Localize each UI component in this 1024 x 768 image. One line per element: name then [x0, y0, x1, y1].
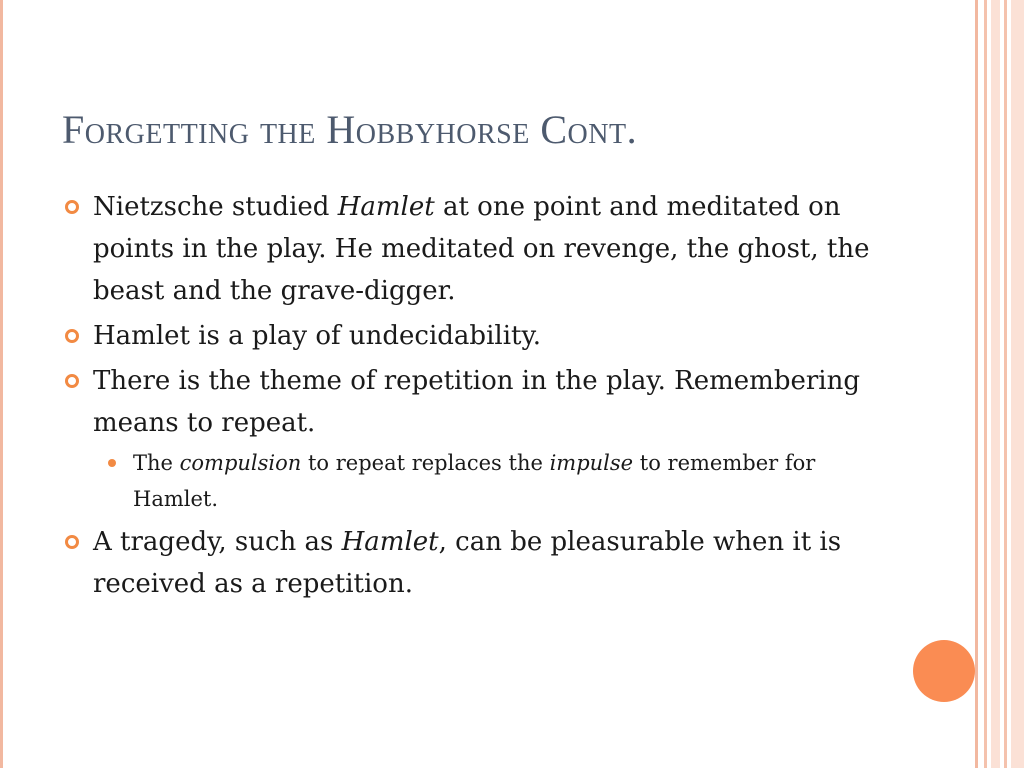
bullet-circle-icon: [65, 535, 79, 549]
bullet-item: [62, 360, 873, 444]
bullet-dot-icon: [108, 459, 116, 467]
decorative-stripe: [991, 0, 1000, 768]
slide-title: Forgetting the Hobbyhorse Cont.: [62, 107, 638, 152]
sub-bullet-item: [62, 445, 833, 517]
decorative-circle: [913, 640, 975, 702]
bullet-circle-icon: [65, 374, 79, 388]
bullet-item: [62, 521, 873, 605]
bullet-item: [62, 186, 873, 312]
bullet-text: Hamlet is a play of undecidability.: [93, 321, 541, 351]
bullet-circle-icon: [65, 329, 79, 343]
bullet-text: A tragedy, such as Hamlet, can be pleasurable when it is received as a repetition.: [93, 527, 842, 599]
bullet-circle-icon: [65, 200, 79, 214]
slide-body: [62, 186, 882, 608]
sub-bullet-text: The compulsion to repeat replaces the impulse to remember for Hamlet.: [133, 451, 816, 511]
decorative-stripe: [1011, 0, 1024, 768]
decorative-stripe: [1004, 0, 1007, 768]
bullet-text: There is the theme of repetition in the play. Remembering means to repeat.: [93, 366, 860, 438]
bullet-text: Nietzsche studied Hamlet at one point and meditated on points in the play. He meditated on revenge, the ghost, the beast and the grave-digger.: [93, 192, 870, 306]
bullet-item: [62, 315, 873, 357]
decorative-stripe: [984, 0, 987, 768]
